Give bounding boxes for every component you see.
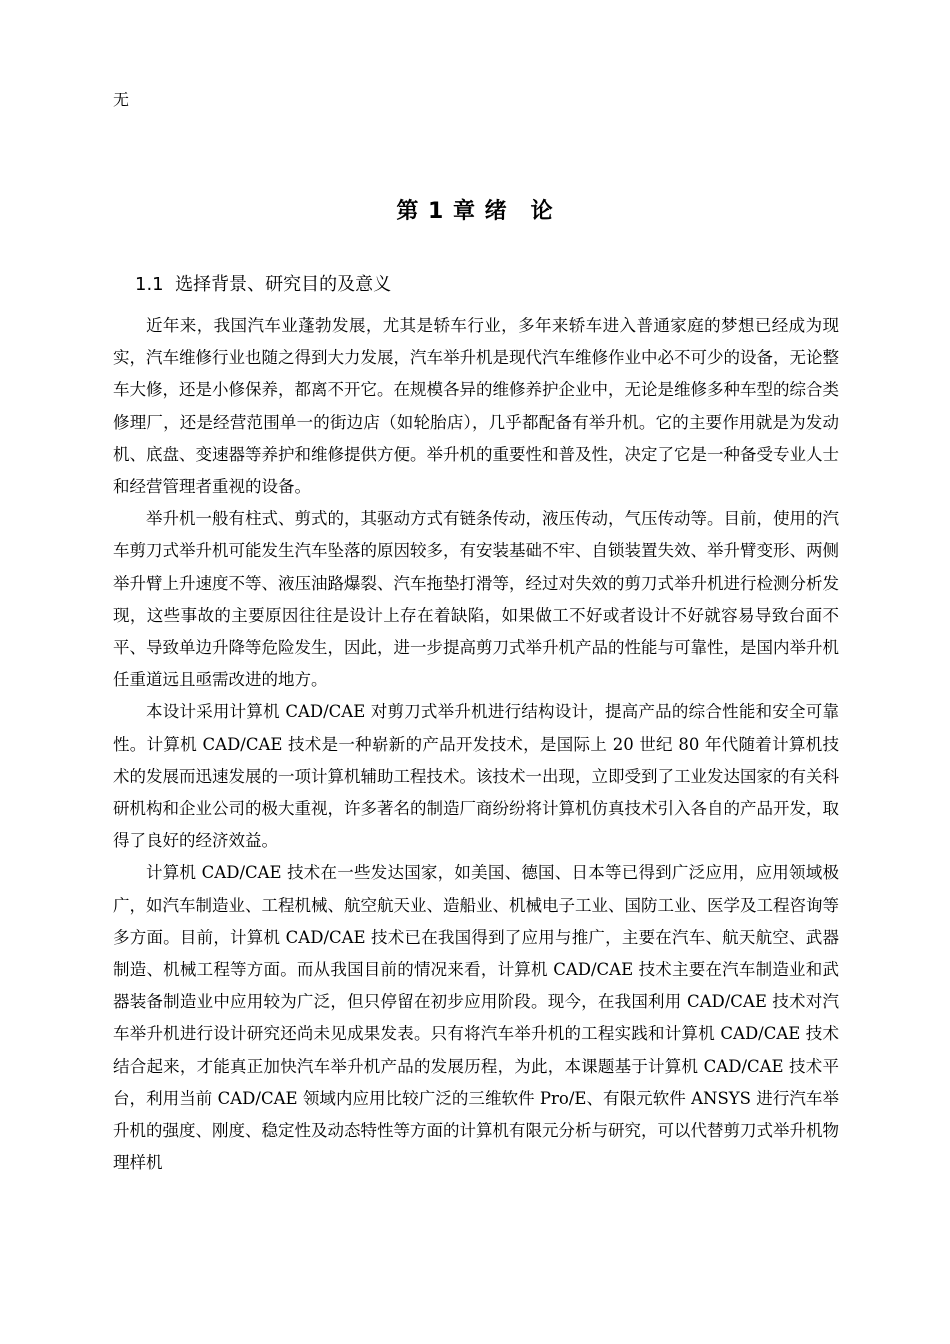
section-heading — [135, 271, 391, 299]
paragraph: 本设计采用计算机 CAD/CAE 对剪刀式举升机进行结构设计，提高产品的综合性能和安全可靠性。计算机 CAD/CAE 技术是一种崭新的产品开发技术，是国际上 20 世纪 80 年代随着计算机技术的发展而迅速发展的一项计算机辅助工程技术。该技术一出现，立即受到了工业发达国家的有关科研机构和企业公司的极大重视，许多著名的制造厂商纷纷将计算机仿真技术引入各自的产品开发，取得了良好的经济效益。 — [113, 702, 839, 851]
chapter-title: 第 1 章 绪 论 — [396, 199, 554, 224]
paragraph: 举升机一般有柱式、剪式的，其驱动方式有链条传动，液压传动，气压传动等。目前，使用的汽车剪刀式举升机可能发生汽车坠落的原因较多，有安装基础不牢、自锁装置失效、举升臂变形、两侧举升臂上升速度不等、液压油路爆裂、汽车拖垫打滑等，经过对失效的剪刀式举升机进行检测分析发现，这些事故的主要原因往往是设计上存在着缺陷，如果做工不好或者设计不好就容易导致台面不平、导致单边升降等危险发生，因此，进一步提高剪刀式举升机产品的性能与可靠性，是国内举升机任重道远且亟需改进的地方。 — [113, 509, 839, 690]
header-text: 无 — [113, 90, 130, 109]
section-title: 选择背景、研究目的及意义 — [175, 274, 392, 295]
paragraph: 计算机 CAD/CAE 技术在一些发达国家，如美国、德国、日本等已得到广泛应用，应用领域极广，如汽车制造业、工程机械、航空航天业、造船业、机械电子工业、国防工业、医学及工程咨询等多方面。目前，计算机 CAD/CAE 技术已在我国得到了应用与推广，主要在汽车、航天航空、武器制造、机械工程等方面。而从我国目前的情况来看，计算机 CAD/CAE 技术主要在汽车制造业和武器装备制造业中应用较为广泛，但只停留在初步应用阶段。现今，在我国利用 CAD/CAE 技术对汽车举升机进行设计研究还尚未见成果发表。只有将汽车举升机的工程实践和计算机 CAD/CAE 技术结合起来，才能真正加快汽车举升机产品的发展历程，为此，本课题基于计算机 CAD/CAE 技术平台，利用当前 CAD/CAE 领域内应用比较广泛的三维软件 Pro/E、有限元软件 ANSYS 进行汽车举升机的强度、刚度、稳定性及动态特性等方面的计算机有限元分析与研究，可以代替剪刀式举升机物理样机 — [113, 863, 839, 1173]
paragraph: 近年来，我国汽车业蓬勃发展，尤其是轿车行业，多年来轿车进入普通家庭的梦想已经成为现实，汽车维修行业也随之得到大力发展，汽车举升机是现代汽车维修作业中必不可少的设备，无论整车大修，还是小修保养，都离不开它。在规模各异的维修养护企业中，无论是维修多种车型的综合类修理厂，还是经营范围单一的街边店（如轮胎店），几乎都配备有举升机。它的主要作用就是为发动机、底盘、变速器等养护和维修提供方便。举升机的重要性和普及性，决定了它是一种备受专业人士和经营管理者重视的设备。 — [113, 316, 839, 497]
body-text — [113, 310, 839, 1179]
section-number: 1.1 — [135, 274, 164, 295]
